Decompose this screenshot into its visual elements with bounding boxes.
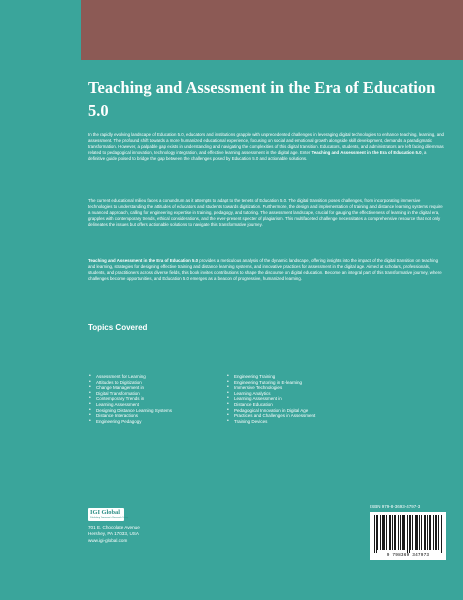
- barcode-bar: [403, 515, 404, 550]
- barcode-bar: [382, 515, 383, 550]
- barcode-bar: [416, 515, 417, 550]
- topic-item: • Engineering Training: [226, 374, 366, 380]
- paragraph-1-text-b: , a definitive guide poised to bridge the gap between the challenges posed by Education 5.0 and actionable solutions.: [88, 150, 427, 162]
- barcode-bar: [409, 515, 410, 553]
- barcode-bar: [398, 515, 399, 550]
- cover-color-band: [81, 0, 463, 60]
- topic-item: • Change Management in: [88, 385, 218, 391]
- barcode-bar: [400, 515, 401, 550]
- barcode-bar: [424, 515, 425, 550]
- topic-item: • Distance Interactions: [88, 413, 218, 419]
- description-paragraph-2: The current educational milieu faces a conundrum as it attempts to adapt to the tenets of Education 5.0. The digital transition poses challenges, from incorporating immersive technologies to understanding the attitudes of educators and students towards digitization. Furthermore, the design and implementation of training and distance learning systems require a nuanced approach, calling for engineering expertise in training, pedagogy, and tutoring. The assessment landscape, crucial for gauging the effectiveness of learning in the digital era, grapples with contemporary trends, ethical considerations, and the ever-present specter of plagiarism. This multifaceted challenge necessitates a comprehensive resource that not only delineates the issues but offers actionable solutions to navigate this transformative journey.: [88, 198, 443, 228]
- topics-list-right: [226, 374, 366, 424]
- barcode-bar: [421, 515, 422, 550]
- barcode-bars: [374, 515, 442, 553]
- paragraph-3-book-title: Teaching and Assessment in the Era of Education 5.0: [88, 258, 199, 263]
- barcode-bar: [441, 515, 442, 553]
- description-paragraph-3: [88, 258, 444, 282]
- barcode-bar: [392, 515, 393, 550]
- barcode-bar: [384, 515, 385, 550]
- barcode-bar: [410, 515, 411, 550]
- paragraph-1-book-title: Teaching and Assessment in the Era of Education 5.0: [311, 150, 422, 156]
- topic-item: • Immersive Technologies: [226, 385, 366, 391]
- topics-heading: Topics Covered: [88, 323, 148, 332]
- barcode-bar: [404, 515, 405, 550]
- topic-item: • Contemporary Trends in: [88, 396, 218, 402]
- publisher-website: www.igi-global.com: [88, 537, 128, 543]
- topic-item: • Practices and Challenges in Assessment: [226, 413, 366, 419]
- paragraph-3-text: provides a meticulous analysis of the dynamic landscape, offering insights into the impact of the digital transition on teaching and learning, strategies for designing effective training and distance learning systems, and innovative practices for assessment in the digital age. Aimed at scholars, professionals, students, and practitioners across diverse fields, this book invites contributions to shape the discourse on digital education. Become an integral part of this transformative journey, where challenges become opportunities, and Education 5.0 emerges as a beacon of progressive, humanized learning.: [88, 258, 442, 282]
- barcode: [370, 512, 446, 560]
- barcode-bar: [374, 515, 375, 553]
- publisher-logo-name: IGI Global: [90, 509, 121, 516]
- barcode-bar: [415, 515, 416, 550]
- barcode-bar: [412, 515, 413, 550]
- barcode-bar: [377, 515, 378, 550]
- topic-item: • Pedagogical Innovation in Digital Age: [226, 408, 366, 414]
- publisher-address: [88, 525, 140, 544]
- topic-item: • Training Devices: [226, 419, 366, 425]
- barcode-bar: [430, 515, 431, 550]
- topic-item: • Learning Assessment: [88, 402, 218, 408]
- barcode-bar: [380, 515, 381, 550]
- barcode-bar: [419, 515, 420, 550]
- barcode-bar: [394, 515, 395, 550]
- barcode-bar: [435, 515, 436, 550]
- publisher-logo-tagline: Publishing Tomorrow's Research Today: [90, 516, 129, 519]
- isbn-label: ISBN 979-8-3693-4797-3: [370, 504, 421, 509]
- barcode-bar: [395, 515, 396, 550]
- topic-item: • Assessment for Learning: [88, 374, 218, 380]
- description-paragraph-1: [88, 132, 444, 162]
- book-title: Teaching and Assessment in the Era of Education 5.0: [88, 78, 436, 120]
- address-city: Hershey, PA 17033, USA: [88, 531, 139, 537]
- topic-item: • Attitudes to Digitization: [88, 380, 218, 386]
- barcode-bar: [386, 515, 387, 550]
- barcode-bar: [433, 515, 434, 550]
- barcode-bar: [383, 515, 384, 550]
- barcode-bar: [436, 515, 437, 550]
- address-street: 701 E. Chocolate Avenue: [88, 525, 140, 530]
- publisher-logo: [88, 508, 129, 521]
- barcode-bar: [429, 515, 430, 550]
- barcode-bar: [407, 515, 408, 553]
- barcode-number: 9 798369 347973: [386, 553, 430, 558]
- barcode-bar: [390, 515, 391, 550]
- barcode-bar: [427, 515, 428, 550]
- topic-item: • Distance Education: [226, 402, 366, 408]
- barcode-bar: [376, 515, 377, 553]
- barcode-bar: [402, 515, 403, 550]
- topic-item: • Digital Transformation: [88, 391, 218, 397]
- topic-item: • Engineering Pedagogy: [88, 419, 218, 425]
- barcode-bar: [417, 515, 418, 550]
- barcode-bar: [438, 515, 439, 550]
- paragraph-1-text-a: In the rapidly evolving landscape of Education 5.0, educators and institutions grapple with unprecedented challenges in leveraging digital technologies to enhance teaching, learning, and assessment. The profound shift towards a more humanized educational experience, focusing on social and emotional growth alongside skill development, demands a paradigmatic transformation. However, a palpable gap exists in understanding and navigating the complexities of this digital transition. Educators, students, and administrators are left facing dilemmas related to pedagogical innovation, technology integration, and effective learning assessment in the digital age. Enter: [88, 132, 444, 156]
- barcode-bar: [425, 515, 426, 550]
- topic-item: • Engineering Tutoring in E-learning: [226, 380, 366, 386]
- topics-list-left: [88, 374, 218, 424]
- barcode-bar: [389, 515, 390, 550]
- topic-item: • Learning Analytics: [226, 391, 366, 397]
- topic-item: • Designing Distance Learning Systems: [88, 408, 218, 414]
- topic-item: • Learning Assessment in: [226, 396, 366, 402]
